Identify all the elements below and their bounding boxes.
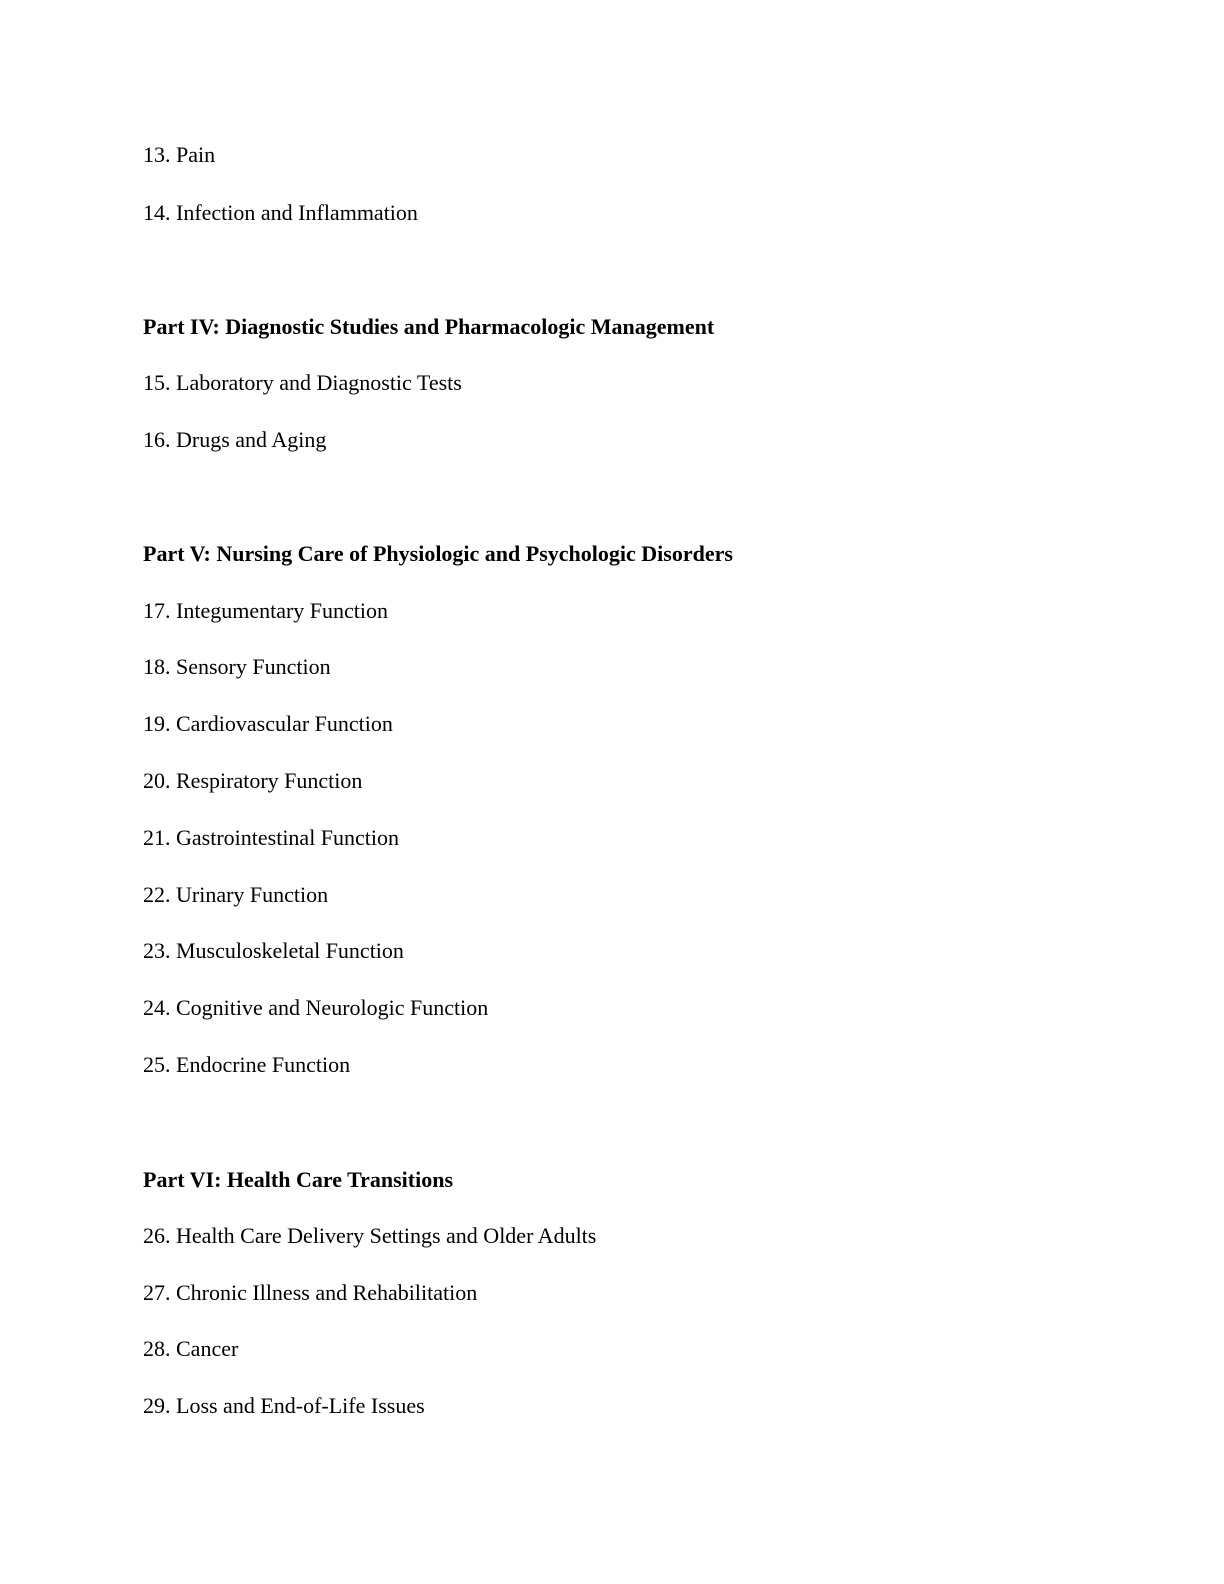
toc-item-27: 27. Chronic Illness and Rehabilitation [143,1280,478,1305]
toc-item-23: 23. Musculoskeletal Function [143,938,404,963]
toc-item-26: 26. Health Care Delivery Settings and Older Adults [143,1223,597,1248]
toc-item-21: 21. Gastrointestinal Function [143,825,400,850]
toc-item-15: 15. Laboratory and Diagnostic Tests [143,370,462,395]
toc-item-24: 24. Cognitive and Neurologic Function [143,995,489,1020]
toc-item-17: 17. Integumentary Function [143,598,389,623]
toc-item-29: 29. Loss and End-of-Life Issues [143,1393,425,1418]
part-vi-heading: Part VI: Health Care Transitions [143,1167,454,1192]
toc-item-22: 22. Urinary Function [143,882,329,907]
part-v-heading: Part V: Nursing Care of Physiologic and Psychologic Disorders [143,541,733,566]
toc-item-28: 28. Cancer [143,1336,239,1361]
toc-item-16: 16. Drugs and Aging [143,427,327,452]
toc-item-19: 19. Cardiovascular Function [143,711,393,736]
toc-item-18: 18. Sensory Function [143,654,331,679]
toc-item-13: 13. Pain [143,142,216,167]
part-iv-heading: Part IV: Diagnostic Studies and Pharmacologic Management [143,314,715,339]
toc-item-20: 20. Respiratory Function [143,768,363,793]
toc-item-14: 14. Infection and Inflammation [143,200,418,225]
toc-item-25: 25. Endocrine Function [143,1052,351,1077]
